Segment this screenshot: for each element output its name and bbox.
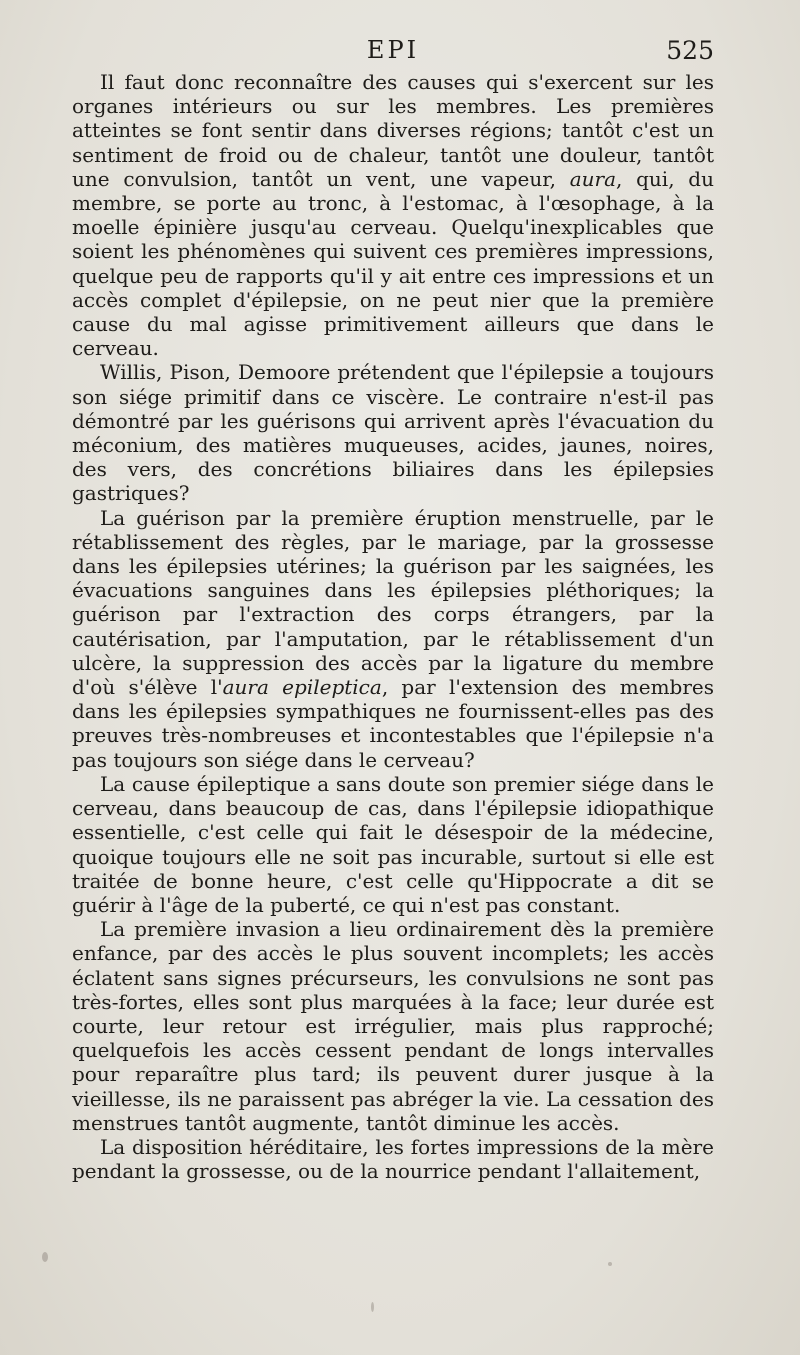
- paragraph-text: , par l'extension des membres dans les épilepsies sympathiques ne fournissent-elles pas des preuves très-nombreuses et incontestables que l'épilepsie n'a pas toujours son siége dans le cerveau?: [72, 675, 714, 772]
- paragraph-text: Il faut donc reconnaître des causes qui s'exercent sur les organes intérieurs ou sur les membres. Les premières atteintes se font sentir dans diverses régions; tantôt c'est un sentiment de froid ou de chaleur, tantôt une douleur, tantôt une convulsion, tantôt un vent, une vapeur,: [72, 70, 714, 191]
- paragraph-text: La première invasion a lieu ordinairement dès la première enfance, par des accès le plus souvent incomplets; les accès éclatent sans signes précurseurs, les convulsions ne sont pas très-fortes, elles sont plus marquées à la face; leur durée est courte, leur retour est irrégulier, mais plus rapproché; quelquefois les accès cessent pendant de longs intervalles pour reparaître plus tard; ils peuvent durer jusque à la vieillesse, ils ne paraissent pas abréger la vie. La cessation des menstrues tantôt augmente, tantôt diminue les accès.: [72, 917, 714, 1135]
- paragraph: [72, 70, 714, 360]
- italic-term: aura: [569, 166, 616, 191]
- page-number: 525: [666, 36, 714, 65]
- ink-spot: [371, 1302, 374, 1312]
- paragraph: [72, 506, 714, 772]
- paragraph: [72, 1135, 714, 1183]
- italic-term: aura epileptica: [222, 675, 382, 700]
- paragraph-text: , qui, du membre, se porte au tronc, à l'estomac, à l'œsophage, à la moelle épinière jusqu'au cerveau. Quelqu'inexplicables que soient les phénomènes qui suivent ces premières impressions, quelque peu de rapports qu'il y ait entre ces impressions et un accès complet d'épilepsie, on ne peut nier que la première cause du mal agisse primitivement ailleurs que dans le cerveau.: [72, 166, 714, 361]
- paragraph-text: La disposition héréditaire, les fortes impressions de la mère pendant la grossesse, ou de la nourrice pendant l'allaitement,: [72, 1134, 714, 1184]
- paragraph-text: Willis, Pison, Demoore prétendent que l'épilepsie a toujours son siége primitif dans ce viscère. Le contraire n'est-il pas démontré par les guérisons qui arrivent après l'évacuation du méconium, des matières muqueuses, acides, jaunes, noires, des vers, des concrétions biliaires dans les épilepsies gastriques?: [72, 360, 714, 506]
- paragraph: [72, 772, 714, 917]
- paragraph: [72, 360, 714, 505]
- paragraph: [72, 917, 714, 1135]
- running-head: EPI: [366, 36, 420, 64]
- page-header: [72, 36, 714, 70]
- paragraph-text: La guérison par la première éruption menstruelle, par le rétablissement des règles, par le mariage, par la grossesse dans les épilepsies utérines; la guérison par les saignées, les évacuations sanguines dans les épilepsies pléthoriques; la guérison par l'extraction des corps étrangers, par la cautérisation, par l'amputation, par le rétablissement d'un ulcère, la suppression des accès par la ligature du membre d'où s'élève l': [72, 505, 714, 700]
- ink-spot: [42, 1252, 48, 1262]
- body-text: [72, 70, 714, 1183]
- paragraph-text: La cause épileptique a sans doute son premier siége dans le cerveau, dans beaucoup de cas, dans l'épilepsie idiopathique essentielle, c'est celle qui fait le désespoir de la médecine, quoique toujours elle ne soit pas incurable, surtout si elle est traitée de bonne heure, c'est celle qu'Hippocrate a dit se guérir à l'âge de la puberté, ce qui n'est pas constant.: [72, 771, 714, 917]
- ink-spot: [608, 1262, 612, 1266]
